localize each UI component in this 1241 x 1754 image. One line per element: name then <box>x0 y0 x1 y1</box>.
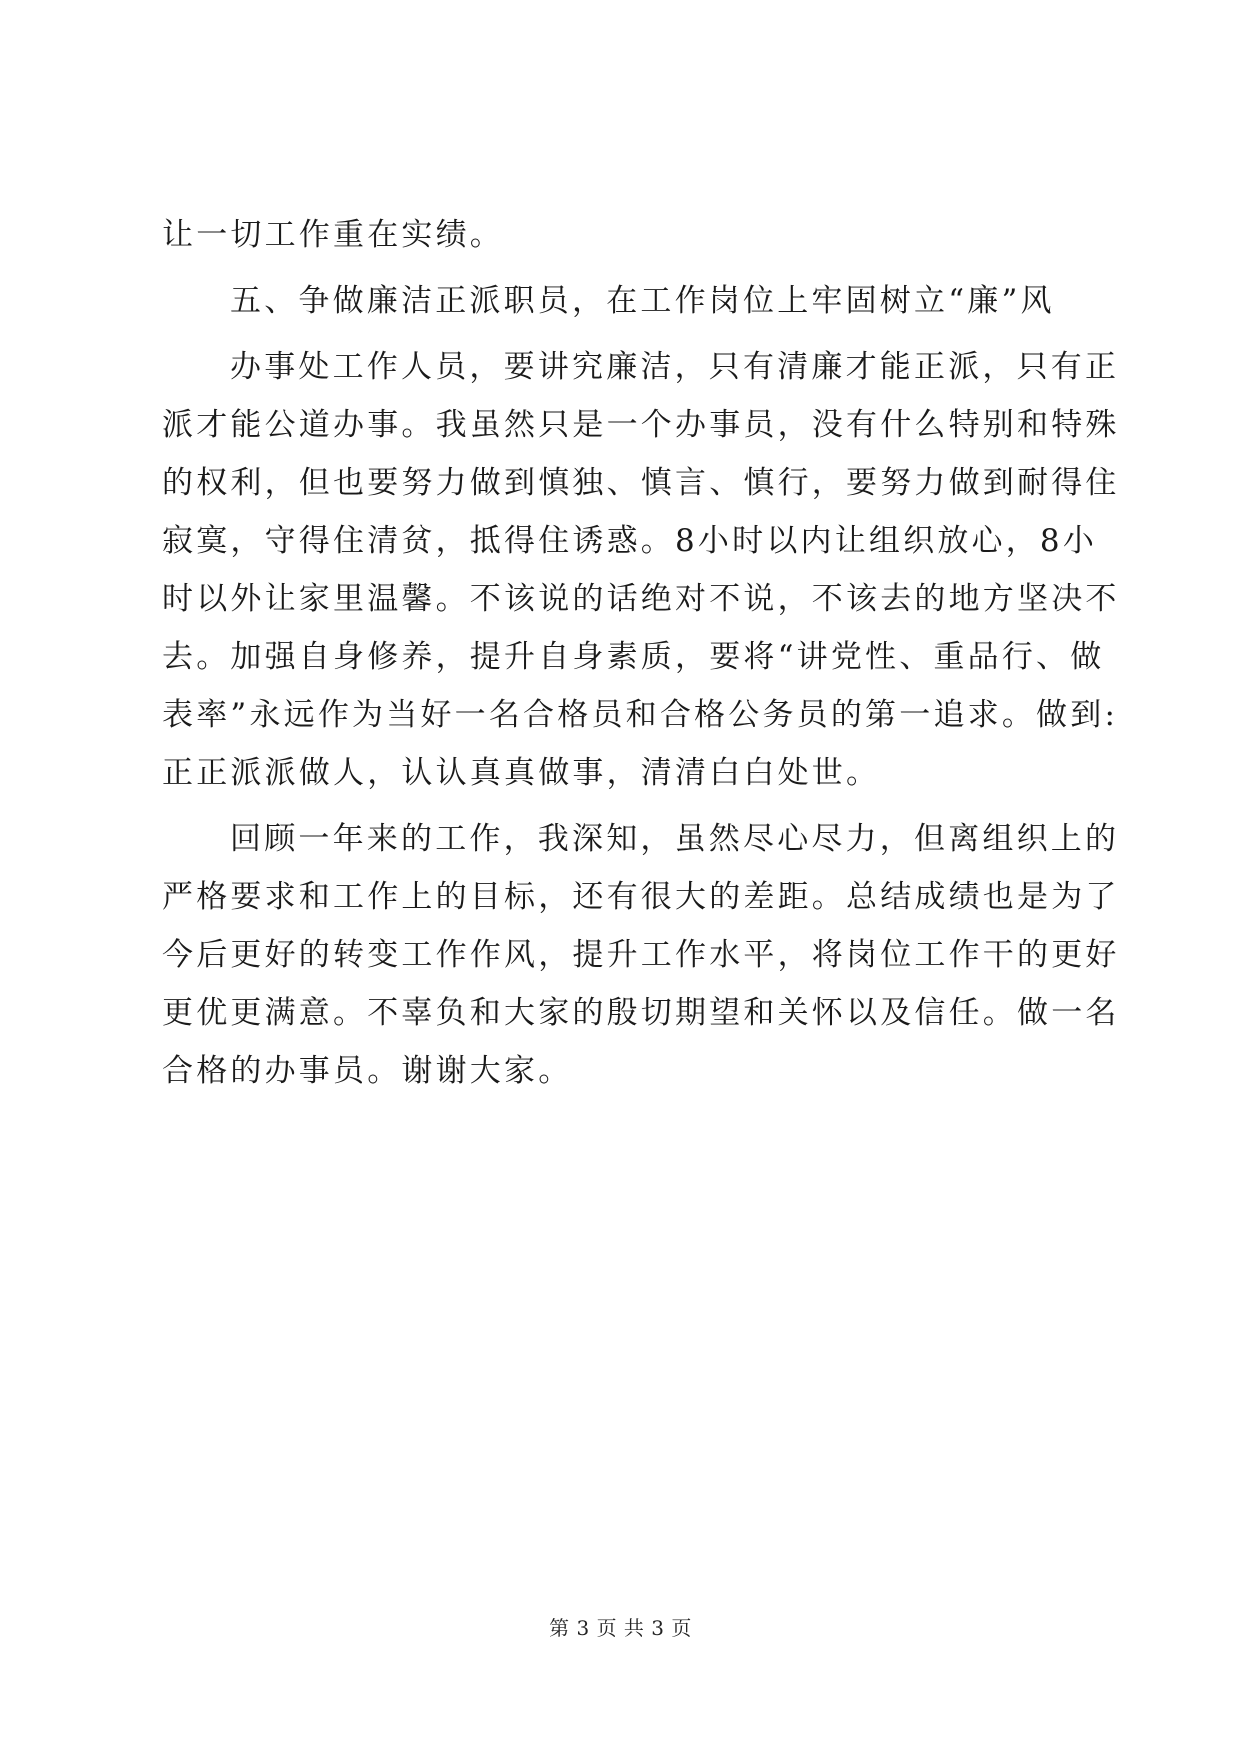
text-line: 合格的办事员。谢谢大家。 <box>162 1053 573 1089</box>
text-line: 去。加强自身修养，提升自身素质，要将“讲党性、重品行、做 <box>162 639 1105 675</box>
text-line: 让一切工作重在实绩。 <box>162 217 504 253</box>
text-line: 的权利，但也要努力做到慎独、慎言、慎行，要努力做到耐得住 <box>162 465 1120 501</box>
text-line: 办事处工作人员，要讲究廉洁，只有清廉才能正派，只有正 <box>230 349 1120 385</box>
section-heading: 五、争做廉洁正派职员，在工作岗位上牢固树立“廉”风 <box>230 283 1055 319</box>
text-line: 回顾一年来的工作，我深知，虽然尽心尽力，但离组织上的 <box>230 821 1120 857</box>
text-line: 寂寞，守得住清贫，抵得住诱惑。8小时以内让组织放心，8小 <box>162 523 1098 559</box>
text-line: 严格要求和工作上的目标，还有很大的差距。总结成绩也是为了 <box>162 879 1120 915</box>
text-line: 更优更满意。不辜负和大家的殷切期望和关怀以及信任。做一名 <box>162 995 1120 1031</box>
text-line: 派才能公道办事。我虽然只是一个办事员，没有什么特别和特殊 <box>162 407 1120 443</box>
text-line: 正正派派做人，认认真真做事，清清白白处世。 <box>162 755 881 791</box>
document-body <box>162 206 1120 1100</box>
text-line: 表率”永远作为当好一名合格员和合格公务员的第一追求。做到: <box>162 697 1119 733</box>
text-line: 时以外让家里温馨。不该说的话绝对不说，不该去的地方坚决不 <box>162 581 1120 617</box>
text-line: 今后更好的转变工作作风，提升工作水平，将岗位工作干的更好 <box>162 937 1120 973</box>
page-number-footer: 第 3 页 共 3 页 <box>549 1616 692 1640</box>
